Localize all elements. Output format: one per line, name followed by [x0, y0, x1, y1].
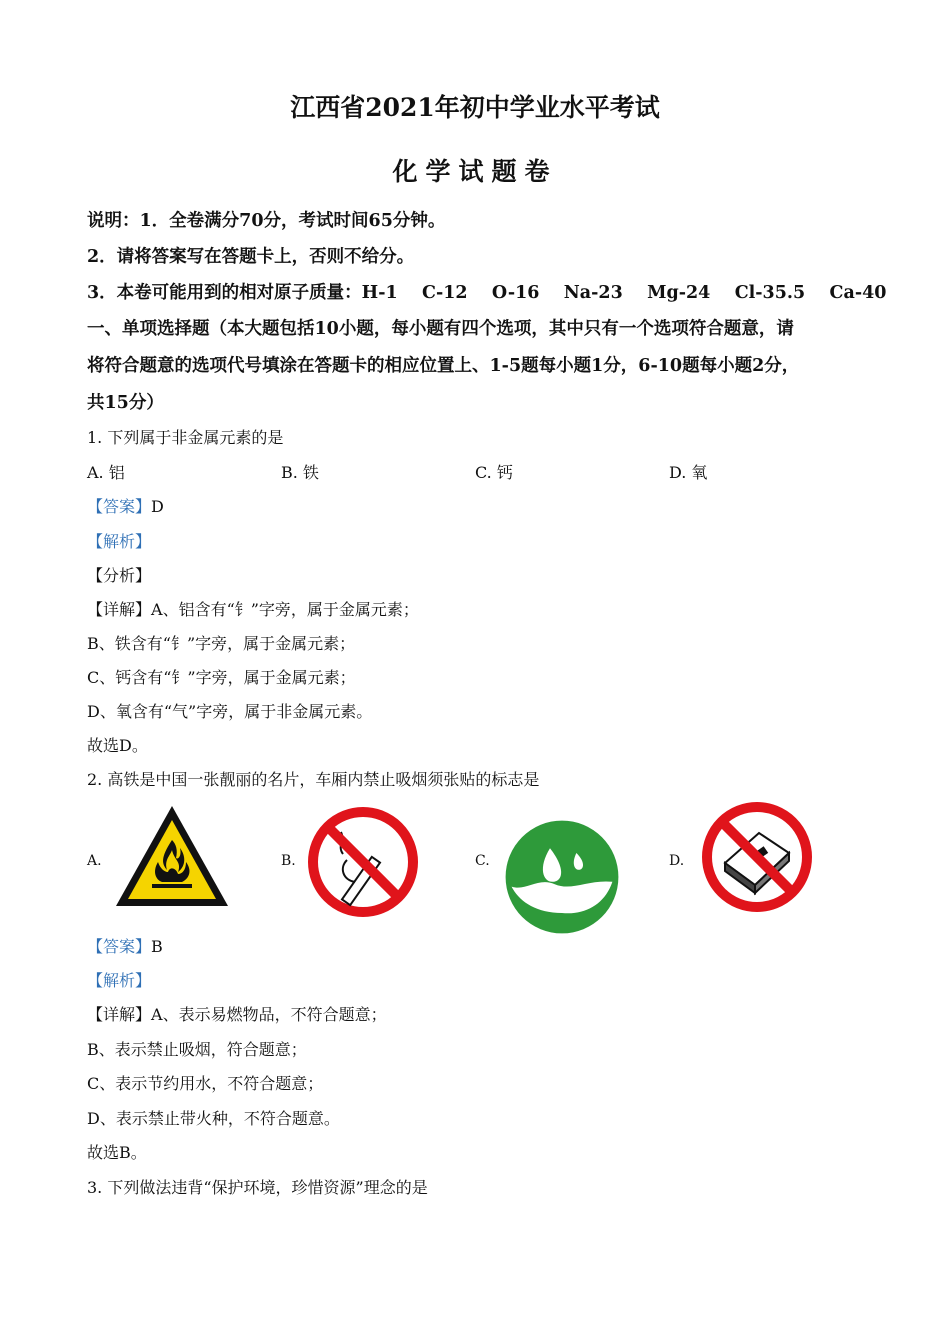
q2-answer-value: B [151, 937, 163, 956]
q1-option-b: B. 铁 [281, 463, 319, 482]
q1-answer-value: D [151, 497, 164, 516]
q1-option-c: C. 钙 [475, 463, 513, 482]
note-2: 2．请将答案写在答题卡上，否则不给分。 [87, 247, 415, 267]
q1-detail-line-3: C、钙含有“钅”字旁，属于金属元素； [87, 668, 356, 687]
q2-option-c-label: C. [475, 853, 490, 869]
note-3: 3．本卷可能用到的相对原子质量：H-1 C-12 O-16 Na-23 Mg-24 Cl-35.5 Ca-40 [87, 283, 887, 303]
q2-detail-line-4: D、表示禁止带火种，不符合题意。 [87, 1109, 340, 1128]
section-heading-line1: 一、单项选择题（本大题包括10小题，每小题有四个选项，其中只有一个选项符合题意，请 [87, 319, 794, 339]
q1-stem: 1. 下列属于非金属元素的是 [87, 428, 284, 447]
q1-detail-tag: 【详解】 [87, 600, 152, 619]
q1-conclusion: 故选D。 [87, 736, 148, 755]
q2-option-d-label: D. [669, 853, 685, 869]
q2-conclusion: 故选B。 [87, 1143, 147, 1162]
q2-detail-line-1 [87, 1002, 387, 1025]
document-subtitle: 化学试题卷 [392, 157, 558, 186]
q2-detail-line-2: B、表示禁止吸烟，符合题意； [87, 1040, 307, 1059]
section-heading-line2: 将符合题意的选项代号填涂在答题卡的相应位置上、1-5题每小题1分，6-10题每小题2分， [87, 356, 800, 376]
q2-option-b-label: B. [281, 853, 296, 869]
section-heading-line3: 共15分） [87, 393, 164, 413]
q1-option-a: A. 铝 [87, 463, 125, 482]
q2-option-a-label: A. [87, 853, 102, 869]
q3-stem: 3. 下列做法违背“保护环境，珍惜资源”理念的是 [87, 1178, 428, 1197]
water-saving-icon [502, 817, 622, 937]
q2-analysis-tag: 【解析】 [87, 971, 152, 990]
q1-analysis-tag: 【解析】 [87, 532, 152, 551]
q2-stem: 2. 高铁是中国一张靓丽的名片，车厢内禁止吸烟须张贴的标志是 [87, 770, 540, 789]
q1-answer-tag: 【答案】 [87, 497, 152, 516]
q1-detail-line-1 [87, 597, 419, 620]
q2-detail-text-1: A、表示易燃物品，不符合题意； [151, 1005, 387, 1024]
q1-detail-text-1: A、铝含有“钅”字旁，属于金属元素； [151, 600, 419, 619]
note-1: 说明：1．全卷满分70分，考试时间65分钟。 [87, 211, 446, 231]
q1-answer [87, 494, 164, 517]
q2-answer-tag: 【答案】 [87, 937, 152, 956]
q2-answer [87, 934, 163, 957]
q1-option-d: D. 氧 [669, 463, 708, 482]
q1-fenxi-tag: 【分析】 [87, 566, 152, 585]
q1-detail-line-4: D、氧含有“气”字旁，属于非金属元素。 [87, 702, 373, 721]
document-title: 江西省2021年初中学业水平考试 [290, 93, 660, 122]
q2-detail-line-3: C、表示节约用水，不符合题意； [87, 1074, 324, 1093]
no-smoking-icon [303, 802, 423, 922]
q1-detail-line-2: B、铁含有“钅”字旁，属于金属元素； [87, 634, 356, 653]
no-kindling-icon [697, 797, 817, 917]
q2-detail-tag: 【详解】 [87, 1005, 152, 1024]
flammable-warning-icon [112, 800, 232, 920]
